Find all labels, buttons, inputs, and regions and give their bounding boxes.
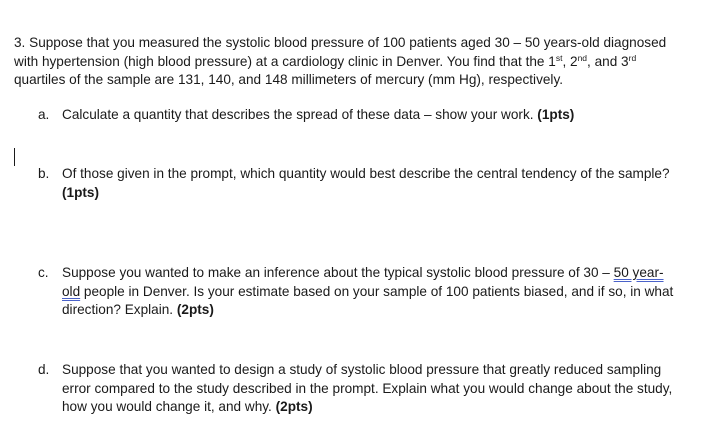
part-c-text-after: people in Denver. Is your estimate based on your sample of 100 patients biased, and if so, in what direction? Explain. — [62, 283, 674, 317]
part-c-letter: c. — [38, 265, 49, 280]
stem-text-2: , 2 — [562, 53, 578, 69]
stem-text-4: quartiles of the sample are 131, 140, and 148 millimeters of mercury (mm Hg), respectively. — [14, 72, 564, 87]
part-b-body — [62, 165, 678, 202]
part-a-letter: a. — [38, 107, 50, 122]
ordinal-suffix-3: rd — [628, 52, 637, 63]
part-b-points: (1pts) — [62, 184, 100, 200]
part-d-text: Suppose that you wanted to design a study of systolic blood pressure that greatly reduced sampling error compared to the study described in the prompt. Explain what you would change about the study, how you would change it, and why. — [62, 362, 673, 414]
part-d — [38, 361, 678, 417]
question-stem — [14, 34, 686, 90]
part-b-text: Of those given in the prompt, which quantity would best describe the central tendency of the sample? — [62, 166, 670, 181]
text-cursor[interactable] — [14, 148, 15, 166]
part-b-letter: b. — [38, 166, 50, 181]
part-a — [38, 106, 678, 125]
stem-text-3: , and 3 — [587, 53, 629, 69]
ordinal-suffix-2: nd — [577, 52, 588, 63]
part-d-body — [62, 361, 678, 417]
spelling-flagged-text[interactable]: 50 year-old — [62, 265, 664, 299]
part-d-points: (2pts) — [275, 399, 313, 414]
part-b — [38, 165, 678, 202]
part-c-points: (2pts) — [176, 302, 214, 317]
part-a-text: Calculate a quantity that describes the spread of these data – show your work. — [62, 107, 538, 122]
ordinal-suffix-1: st — [555, 52, 563, 63]
question-number: 3. — [14, 35, 26, 50]
part-d-letter: d. — [38, 362, 50, 377]
stem-text-1: Suppose that you measured the systolic blood pressure of 100 patients aged 30 – 50 years-old diagnosed with hypertension (high blood pressure) at a cardiology clinic in Denver. You find that the 1 — [14, 35, 667, 69]
part-a-body — [62, 106, 678, 125]
part-c-body — [62, 264, 678, 320]
part-c-text-before: Suppose you wanted to make an inference about the typical systolic blood pressure of 30 – — [62, 265, 614, 280]
part-c — [38, 264, 678, 320]
part-a-points: (1pts) — [537, 107, 575, 122]
